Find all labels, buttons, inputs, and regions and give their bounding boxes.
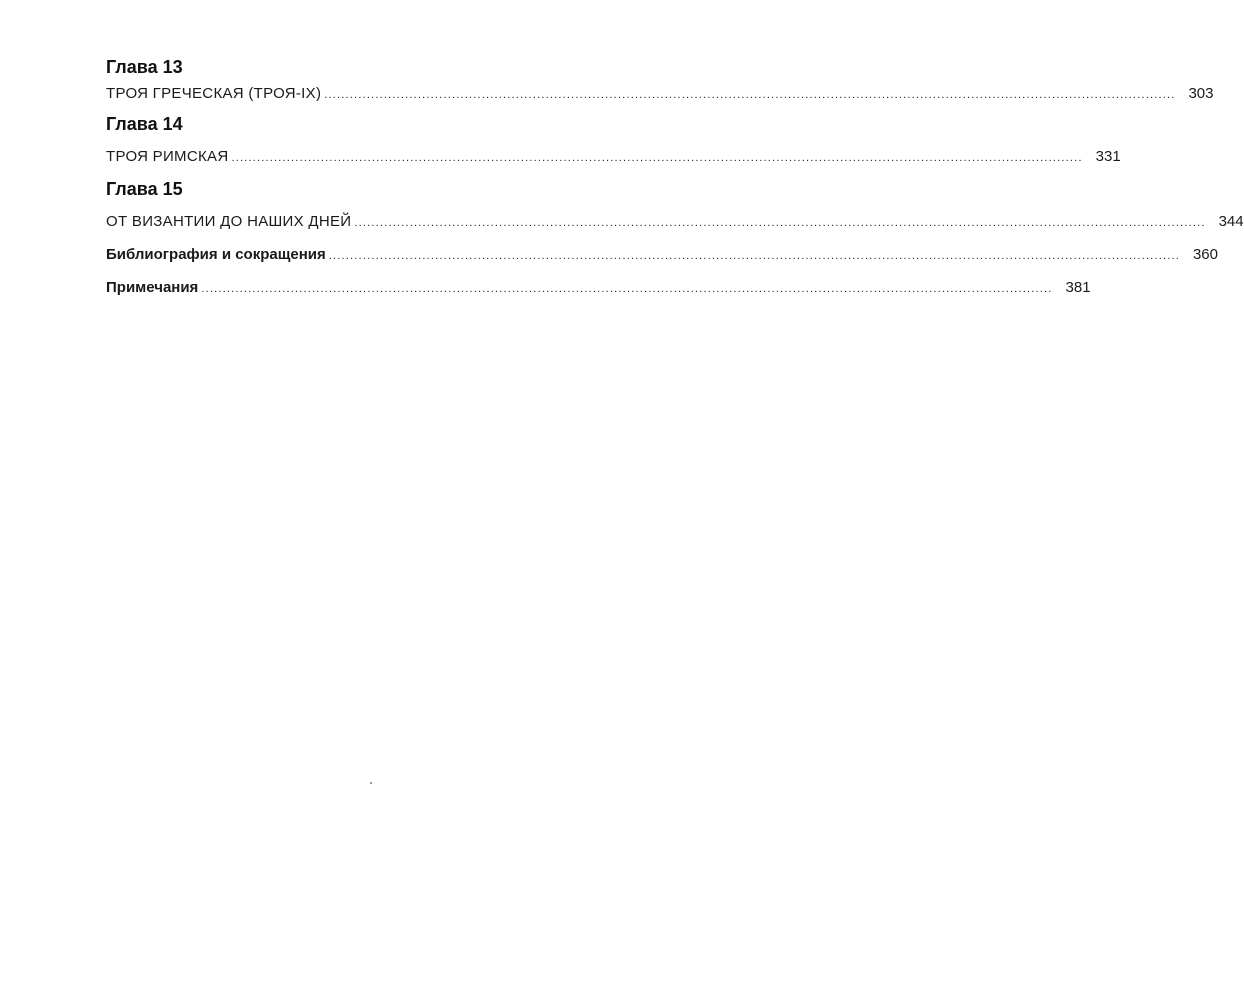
toc-entry	[106, 84, 1214, 105]
dot-leader: ........................................................................................................................................................................................................	[354, 217, 1206, 229]
chapter-heading: Глава 15	[106, 179, 183, 199]
toc-entry-title: ТРОЯ ГРЕЧЕСКАЯ (ТРОЯ-IX)	[106, 85, 322, 102]
toc-entry-page: 344	[1218, 213, 1244, 230]
toc-entry-title: ТРОЯ РИМСКАЯ	[106, 148, 229, 165]
toc-entry	[106, 147, 1121, 168]
dot-leader: ........................................................................................................................................................................................................	[231, 152, 1083, 164]
toc-entry-page: 360	[1192, 246, 1218, 263]
dot-leader: ........................................................................................................................................................................................................	[328, 250, 1180, 262]
toc-entry-page: 303	[1188, 85, 1214, 102]
scan-speck	[370, 782, 372, 784]
dot-leader: ........................................................................................................................................................................................................	[324, 89, 1176, 101]
toc-entry-title: Примечания	[106, 279, 199, 296]
toc-entry-page: 331	[1095, 148, 1121, 165]
toc-entry-title: Библиография и сокращения	[106, 246, 326, 263]
toc-entry-title: ОТ ВИЗАНТИИ ДО НАШИХ ДНЕЙ	[106, 213, 352, 230]
toc-entry-bibliography	[106, 245, 1218, 266]
table-of-contents	[106, 56, 1244, 299]
toc-entry	[106, 212, 1244, 233]
toc-entry-page: 381	[1065, 279, 1091, 296]
dot-leader: ........................................................................................................................................................................................................	[201, 283, 1053, 295]
chapter-heading: Глава 13	[106, 57, 183, 77]
chapter-heading: Глава 14	[106, 114, 183, 134]
toc-entry-notes	[106, 278, 1091, 299]
